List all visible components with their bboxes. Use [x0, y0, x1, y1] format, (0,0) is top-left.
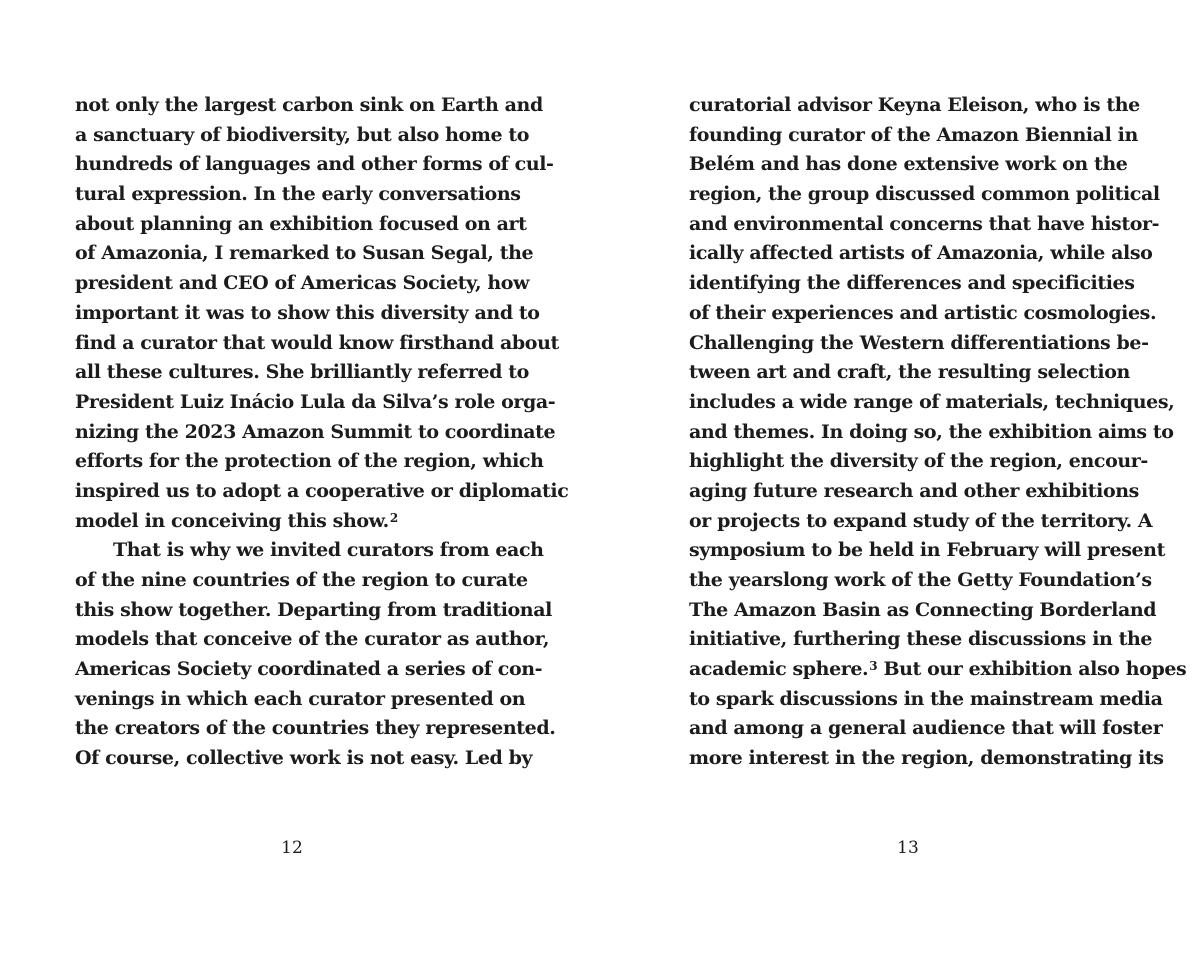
- text-line: of the nine countries of the region to curate: [75, 569, 528, 591]
- text-line: The Amazon Basin as Connecting Borderland: [689, 598, 1157, 621]
- text-line: identifying the differences and specificities: [689, 272, 1135, 295]
- text-line: [689, 655, 1187, 685]
- text-line: and environmental concerns that have histor-: [689, 212, 1160, 235]
- text-line-content: academic sphere.: [689, 658, 869, 681]
- text-line: the yearslong work of the Getty Foundation’s: [689, 569, 1152, 591]
- text-line: nizing the 2023 Amazon Summit to coordinate: [75, 420, 556, 443]
- text-line: Of course, collective work is not easy. Led by: [75, 747, 533, 770]
- text-line: the creators of the countries they represented.: [75, 717, 556, 740]
- text-line: hundreds of languages and other forms of cul-: [75, 153, 554, 176]
- text-line: tural expression. In the early conversations: [75, 183, 521, 206]
- text-line: or projects to expand study of the territory. A: [689, 509, 1153, 532]
- text-line: and themes. In doing so, the exhibition aims to: [689, 420, 1174, 443]
- text-line: includes a wide range of materials, techniques,: [689, 390, 1175, 413]
- text-line: tween art and craft, the resulting selection: [689, 361, 1130, 384]
- text-line: of their experiences and artistic cosmologies.: [689, 301, 1157, 324]
- text-line: Americas Society coordinated a series of con-: [75, 658, 543, 681]
- text-line: find a curator that would know firsthand about: [75, 331, 559, 354]
- text-line: aging future research and other exhibitions: [689, 479, 1139, 502]
- text-line: highlight the diversity of the region, encour-: [689, 450, 1148, 473]
- text-line: to spark discussions in the mainstream media: [689, 687, 1163, 710]
- text-line: region, the group discussed common political: [689, 183, 1160, 206]
- text-line: not only the largest carbon sink on Earth and: [75, 94, 543, 116]
- text-line: venings in which each curator presented on: [75, 687, 526, 710]
- text-line: a sanctuary of biodiversity, but also home to: [75, 123, 530, 146]
- right-page: [600, 0, 1200, 966]
- text-line: [75, 507, 511, 537]
- text-line: of Amazonia, I remarked to Susan Segal, the: [75, 242, 534, 265]
- text-line: initiative, furthering these discussions in the: [689, 628, 1153, 651]
- text-line: more interest in the region, demonstrating its: [689, 747, 1164, 770]
- text-line: President Luiz Inácio Lula da Silva’s role orga-: [75, 390, 556, 413]
- text-line: this show together. Departing from traditional: [75, 598, 552, 621]
- text-line: symposium to be held in February will present: [689, 539, 1165, 562]
- text-line-continuation: But our exhibition also hopes: [877, 658, 1187, 681]
- text-line: Challenging the Western differentiations be-: [689, 331, 1149, 354]
- text-line: models that conceive of the curator as author,: [75, 628, 550, 651]
- text-line: all these cultures. She brilliantly referred to: [75, 361, 529, 384]
- text-line-content: model in conceiving this show.: [75, 509, 389, 532]
- text-line: inspired us to adopt a cooperative or diplomatic: [75, 479, 569, 502]
- footnote-reference[interactable]: 3: [869, 659, 878, 674]
- footnote-reference[interactable]: 2: [389, 510, 398, 525]
- text-line: curatorial advisor Keyna Eleison, who is the: [689, 94, 1140, 116]
- left-page-body: [75, 91, 569, 774]
- text-line: efforts for the protection of the region, which: [75, 450, 544, 473]
- text-line: and among a general audience that will foster: [689, 717, 1163, 740]
- text-line: about planning an exhibition focused on art: [75, 212, 527, 235]
- text-line: founding curator of the Amazon Biennial in: [689, 123, 1138, 146]
- text-line: ically affected artists of Amazonia, while also: [689, 242, 1153, 265]
- page-number: 12: [281, 838, 303, 858]
- text-line: Belém and has done extensive work on the: [689, 153, 1128, 176]
- text-line: important it was to show this diversity and to: [75, 301, 540, 324]
- text-line: That is why we invited curators from each: [113, 539, 544, 562]
- right-page-body: [689, 91, 1187, 774]
- page-number: 13: [897, 838, 919, 858]
- text-line: president and CEO of Americas Society, how: [75, 272, 530, 295]
